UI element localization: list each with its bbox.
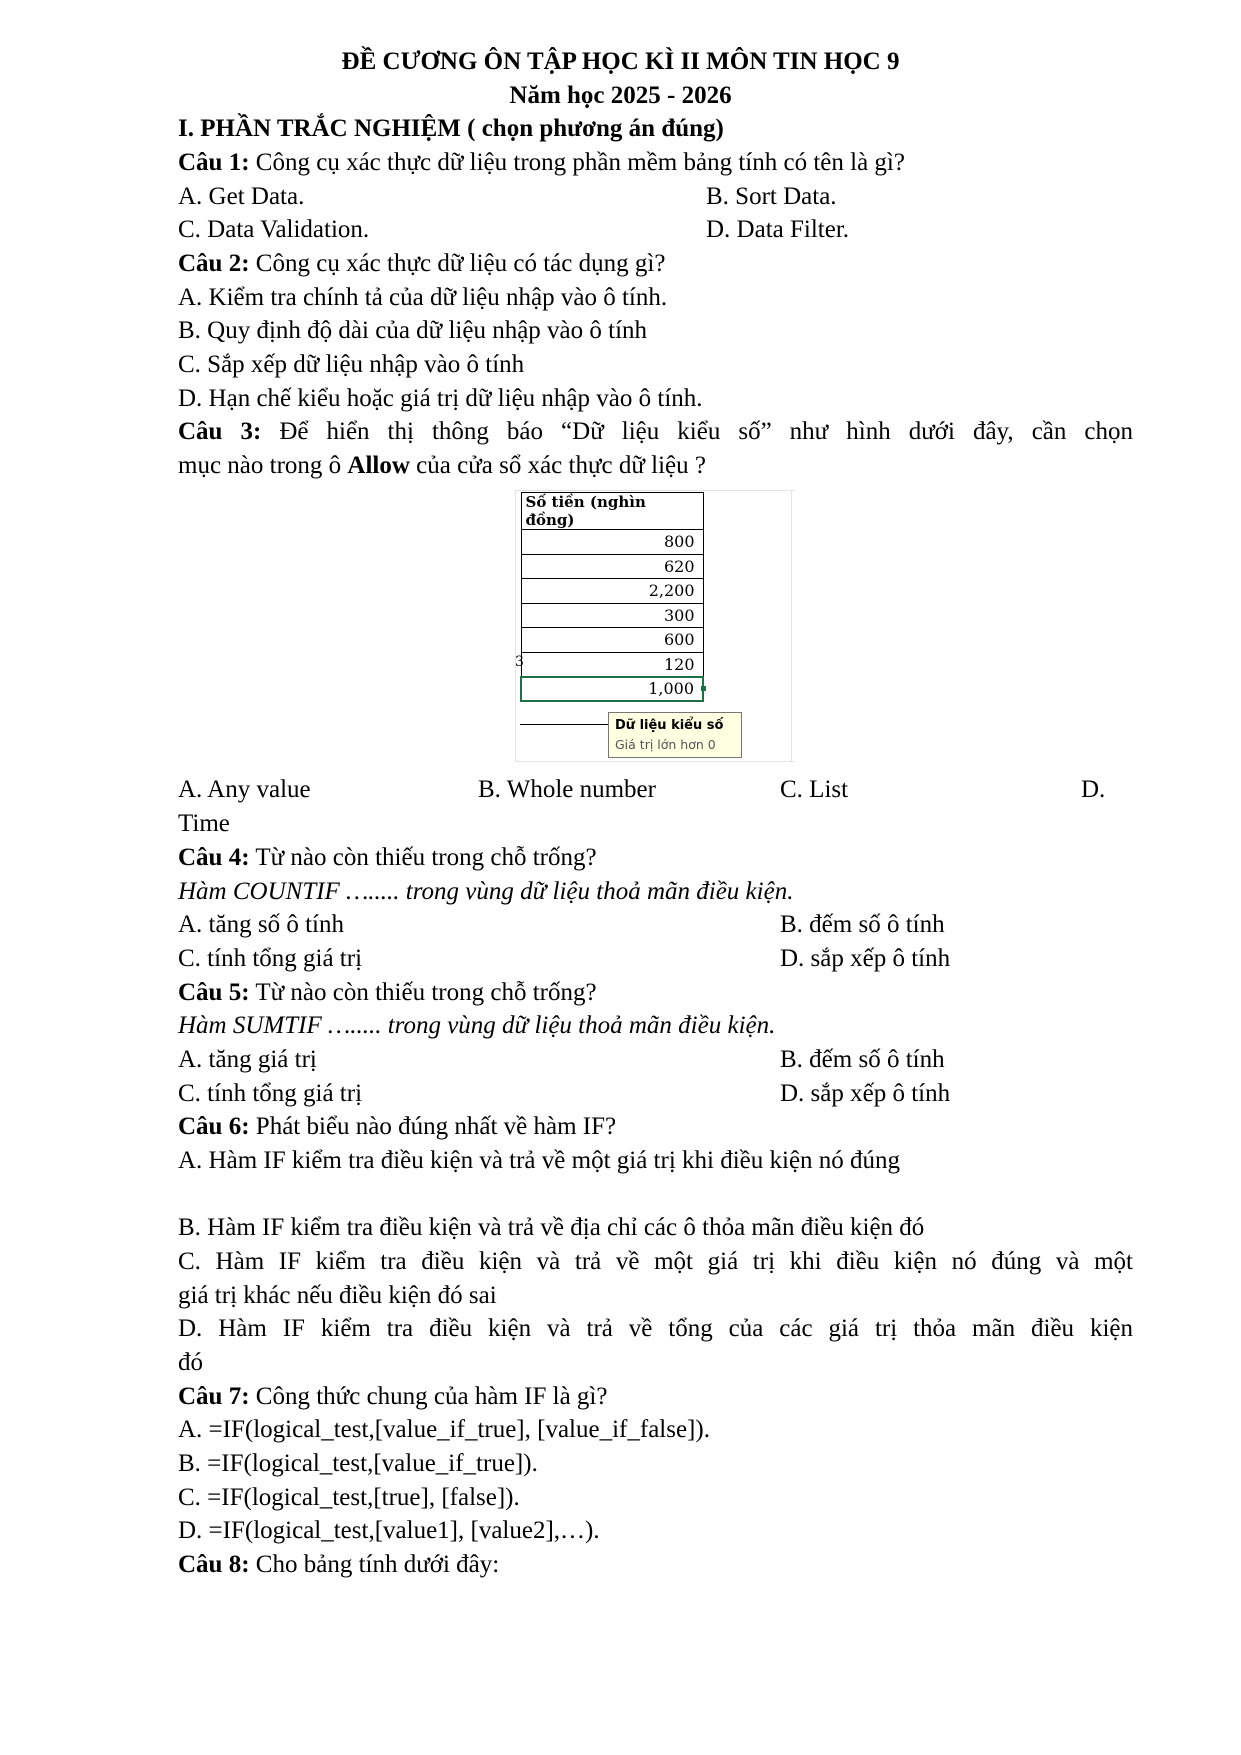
q3-option-d-continued: Time (178, 810, 230, 837)
q3-option-b: B. Whole number (478, 776, 656, 803)
question-text: mục nào trong ô (178, 452, 348, 479)
question-text: Để hiển thị thông báo “Dữ liệu kiểu số” như hình dưới đây, cần chọn (261, 418, 1133, 445)
question-text: Công cụ xác thực dữ liệu có tác dụng gì? (249, 250, 666, 277)
q2-option-b: B. Quy định độ dài của dữ liệu nhập vào ô tính (178, 317, 648, 344)
tooltip-message: Giá trị lớn hơn 0 (615, 737, 716, 752)
selected-cell: 1,000 (521, 677, 703, 702)
question-text: Từ nào còn thiếu trong chỗ trống? (249, 979, 597, 1006)
q6-option-c-continued: giá trị khác nếu điều kiện đó sai (178, 1282, 497, 1309)
question-text: Phát biểu nào đúng nhất về hàm IF? (249, 1113, 617, 1140)
validation-tooltip (608, 712, 742, 758)
gridline (791, 490, 792, 762)
question-text: Từ nào còn thiếu trong chỗ trống? (249, 844, 597, 871)
table-cell: 600 (521, 628, 703, 653)
q1-option-b: B. Sort Data. (706, 183, 837, 210)
q2-option-d: D. Hạn chế kiểu hoặc giá trị dữ liệu nhập vào ô tính. (178, 385, 703, 412)
document-title: ĐỀ CƯƠNG ÔN TẬP HỌC KÌ II MÔN TIN HỌC 9 (341, 48, 900, 75)
question-4 (178, 842, 1133, 874)
table-cell: 800 (521, 530, 703, 555)
q6-option-a: A. Hàm IF kiểm tra điều kiện và trả về một giá trị khi điều kiện nó đúng (178, 1147, 901, 1174)
q3-option-d: D. (1081, 776, 1106, 803)
question-text: Công thức chung của hàm IF là gì? (249, 1383, 608, 1410)
fill-handle (701, 686, 706, 691)
table-cell: 620 (521, 554, 703, 579)
q3-option-a: A. Any value (178, 776, 311, 803)
side-mark: 3 (515, 654, 524, 670)
question-text: Cho bảng tính dưới đây: (249, 1551, 500, 1578)
table-cell: 120 (521, 652, 703, 677)
q4-option-a: A. tăng số ô tính (178, 911, 344, 938)
q6-option-c: C. Hàm IF kiểm tra điều kiện và trả về một giá trị khi điều kiện nó đúng và một (178, 1248, 1133, 1275)
gridline (515, 490, 795, 491)
q6-option-b: B. Hàm IF kiểm tra điều kiện và trả về địa chỉ các ô thỏa mãn điều kiện đó (178, 1214, 925, 1241)
q6-option-d: D. Hàm IF kiểm tra điều kiện và trả về tổng của các giá trị thỏa mãn điều kiện (178, 1315, 1133, 1342)
q4-stem: Hàm COUNTIF …..... trong vùng dữ liệu thoả mãn điều kiện. (178, 878, 794, 905)
section-heading: I. PHẦN TRẮC NGHIỆM ( chọn phương án đúng) (178, 115, 724, 142)
gridline (515, 490, 516, 762)
question-6 (178, 1111, 1133, 1143)
q4-option-c: C. tính tổng giá trị (178, 945, 363, 972)
q2-option-a: A. Kiểm tra chính tả của dữ liệu nhập vào ô tính. (178, 284, 668, 311)
q4-option-d: D. sắp xếp ô tính (780, 945, 951, 972)
q7-option-d: D. =IF(logical_test,[value1], [value2],…). (178, 1517, 600, 1544)
q4-option-b: B. đếm số ô tính (780, 911, 945, 938)
question-2 (178, 248, 1133, 280)
table-cell: 300 (521, 603, 703, 628)
q7-option-b: B. =IF(logical_test,[value_if_true]). (178, 1450, 538, 1477)
q2-option-c: C. Sắp xếp dữ liệu nhập vào ô tính (178, 351, 525, 378)
question-label: Câu 6: (178, 1113, 250, 1140)
q5-option-d: D. sắp xếp ô tính (780, 1080, 951, 1107)
question-text: Công cụ xác thực dữ liệu trong phần mềm bảng tính có tên là gì? (249, 149, 905, 176)
q6-option-d-continued: đó (178, 1349, 203, 1376)
question-label: Câu 3: (178, 418, 262, 445)
question-7 (178, 1381, 1133, 1413)
q5-option-c: C. tính tổng giá trị (178, 1080, 363, 1107)
question-label: Câu 7: (178, 1383, 250, 1410)
q5-option-b: B. đếm số ô tính (780, 1046, 945, 1073)
column-header: Số tiền (nghìn đồng) (521, 493, 703, 530)
question-label: Câu 8: (178, 1551, 250, 1578)
question-label: Câu 4: (178, 844, 250, 871)
question-1 (178, 147, 1133, 179)
table-cell: 2,200 (521, 579, 703, 604)
question-3 (178, 416, 1133, 448)
q7-option-c: C. =IF(logical_test,[true], [false]). (178, 1484, 520, 1511)
q1-option-c: C. Data Validation. (178, 216, 370, 243)
spreadsheet-table (520, 492, 704, 702)
question-8 (178, 1549, 1133, 1581)
question-label: Câu 2: (178, 250, 250, 277)
q1-option-d: D. Data Filter. (706, 216, 850, 243)
school-year: Năm học 2025 - 2026 (509, 82, 732, 109)
tooltip-title: Dữ liệu kiểu số (615, 718, 724, 733)
question-label: Câu 1: (178, 149, 250, 176)
q3-option-c: C. List (780, 776, 849, 803)
question-5 (178, 977, 1133, 1009)
row-line (520, 724, 610, 725)
question-3-continued (178, 450, 1133, 482)
allow-label: Allow (347, 452, 410, 479)
question-label: Câu 5: (178, 979, 250, 1006)
spreadsheet-figure (515, 490, 795, 772)
q7-option-a: A. =IF(logical_test,[value_if_true], [value_if_false]). (178, 1416, 710, 1443)
gridline (515, 761, 795, 762)
question-text: của cửa sổ xác thực dữ liệu ? (409, 452, 707, 479)
q5-option-a: A. tăng giá trị (178, 1046, 317, 1073)
q5-stem: Hàm SUMTIF …..... trong vùng dữ liệu thoả mãn điều kiện. (178, 1012, 776, 1039)
q1-option-a: A. Get Data. (178, 183, 305, 210)
